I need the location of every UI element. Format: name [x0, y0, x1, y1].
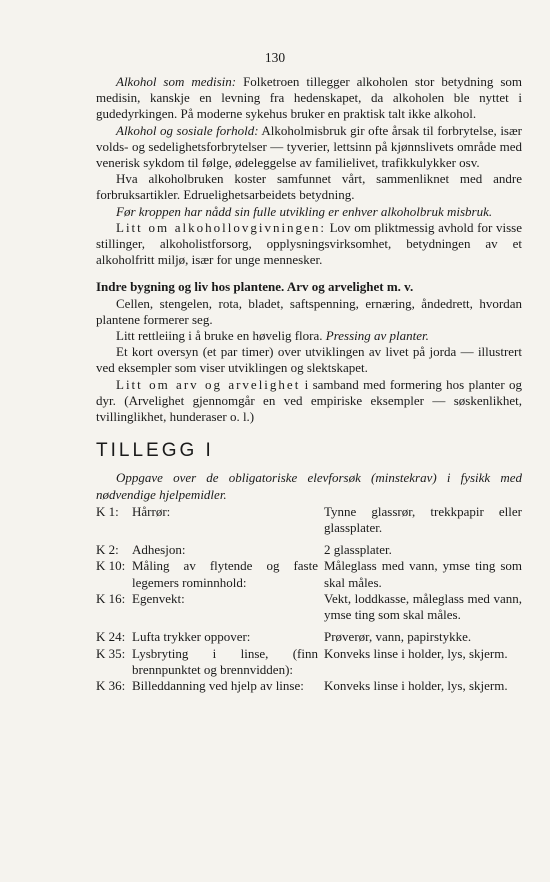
paragraph-heading: Litt om arv og arvelighet [116, 376, 301, 392]
paragraph-text: Litt rettleiing i å bruke en høvelig flora. [116, 328, 326, 344]
experiment-table [96, 504, 522, 694]
experiment-equipment: Vekt, loddkasse, måleglass med vann, ymse ting som skal måles. [324, 590, 522, 623]
experiment-task: Egenvekt: [132, 590, 185, 606]
paragraph [96, 74, 522, 123]
paragraph-text: Alkoholmisbruk gir ofte årsak til forbrytelse, især volds- og sedelighetsforbrytelser — tyverier, lettsinn på kjønnslivets område med venerisk sykdom til følge, ødeleggelse av familielivet, trafikkulykker osv. [96, 122, 522, 171]
paragraph-heading: Alkohol og sosiale forhold: [116, 122, 259, 138]
appendix-intro: Oppgave over de obligatoriske elevforsøk (minstekrav) i fysikk med nødvendige hjelpemidler. [96, 470, 522, 502]
paragraph-text: Folketroen tillegger alkoholen stor betydning som medisin, kanskje en levning fra hedenskapet, da alkoholen ble nyttet i gudedyrkingen. På moderne sykehus bruker en praktisk talt ikke alkohol. [96, 74, 522, 122]
paragraph [96, 328, 522, 344]
table-row [96, 646, 522, 678]
experiment-task: Billeddanning ved hjelp av linse: [132, 677, 304, 693]
table-row [96, 629, 522, 645]
experiment-task: Måling av flytende og faste legemers rominnhold: [132, 558, 318, 590]
table-row [96, 678, 522, 694]
section-heading: Indre bygning og liv hos plantene. Arv og arvelighet m. v. [96, 279, 414, 295]
paragraph-heading: Alkohol som medisin: [116, 74, 237, 89]
experiment-code: K 2: [96, 542, 119, 558]
paragraph: Hva alkoholbruken koster samfunnet vårt, sammenliknet med andre forbruksartikler. Edruelighetsarbeidets betydning. [96, 171, 522, 203]
paragraph-text: i samband med formering hos planter og dyr. (Arvelighet gjennomgår en ved empiriske eksempler — søskenlikhet, tvillinglikhet, hunderaser o. l.) [96, 376, 522, 425]
table-row [96, 591, 522, 623]
experiment-task: Adhesjon: [132, 542, 186, 558]
paragraph [96, 377, 522, 426]
page-body [96, 74, 522, 694]
paragraph [96, 123, 522, 172]
experiment-code: K 35: [96, 645, 126, 661]
table-row [96, 558, 522, 590]
experiment-task: Lufta trykker oppover: [132, 629, 251, 645]
experiment-code: K 36: [96, 677, 126, 693]
paragraph [96, 220, 522, 269]
experiment-equipment: 2 glassplater. [324, 542, 392, 558]
paragraph: Et kort oversyn (et par timer) over utviklingen av livet på jorda — illustrert ved eksempler som viser utviklingen og slektskapet. [96, 344, 522, 376]
paragraph: Cellen, stengelen, rota, bladet, saftspenning, ernæring, åndedrett, hvordan plantene formerer seg. [96, 295, 522, 327]
table-row [96, 504, 522, 536]
experiment-task: Lysbryting i linse, (finn brennpunktet og brennvidden): [132, 645, 318, 677]
experiment-code: K 24: [96, 629, 126, 645]
experiment-task: Hårrør: [132, 503, 171, 519]
experiment-equipment: Konveks linse i holder, lys, skjerm. [324, 677, 508, 693]
experiment-code: K 16: [96, 590, 126, 606]
table-row [96, 542, 522, 558]
paragraph-text: Lov om pliktmessig avhold for visse stillinger, alkoholistforsorg, opplysningsvirksomhet, betydningen av et alkoholfritt miljø, især for unge mennesker. [96, 219, 522, 268]
experiment-code: K 1: [96, 503, 119, 519]
page-number: 130 [264, 50, 286, 65]
experiment-code: K 10: [96, 558, 126, 574]
experiment-equipment: Tynne glassrør, trekkpapir eller glassplater. [324, 503, 522, 536]
experiment-equipment: Prøverør, vann, papirstykke. [324, 629, 472, 645]
paragraph-emphasis: Pressing av planter. [325, 328, 429, 344]
paragraph-heading: Litt om alkohollovgivningen: [116, 219, 326, 235]
experiment-equipment: Måleglass med vann, ymse ting som skal måles. [324, 558, 522, 590]
experiment-equipment: Konveks linse i holder, lys, skjerm. [324, 645, 508, 661]
appendix-title: TILLEGG I [96, 440, 214, 462]
paragraph-emphasis: Før kroppen har nådd sin fulle utvikling er enhver alkoholbruk misbruk. [116, 203, 493, 219]
